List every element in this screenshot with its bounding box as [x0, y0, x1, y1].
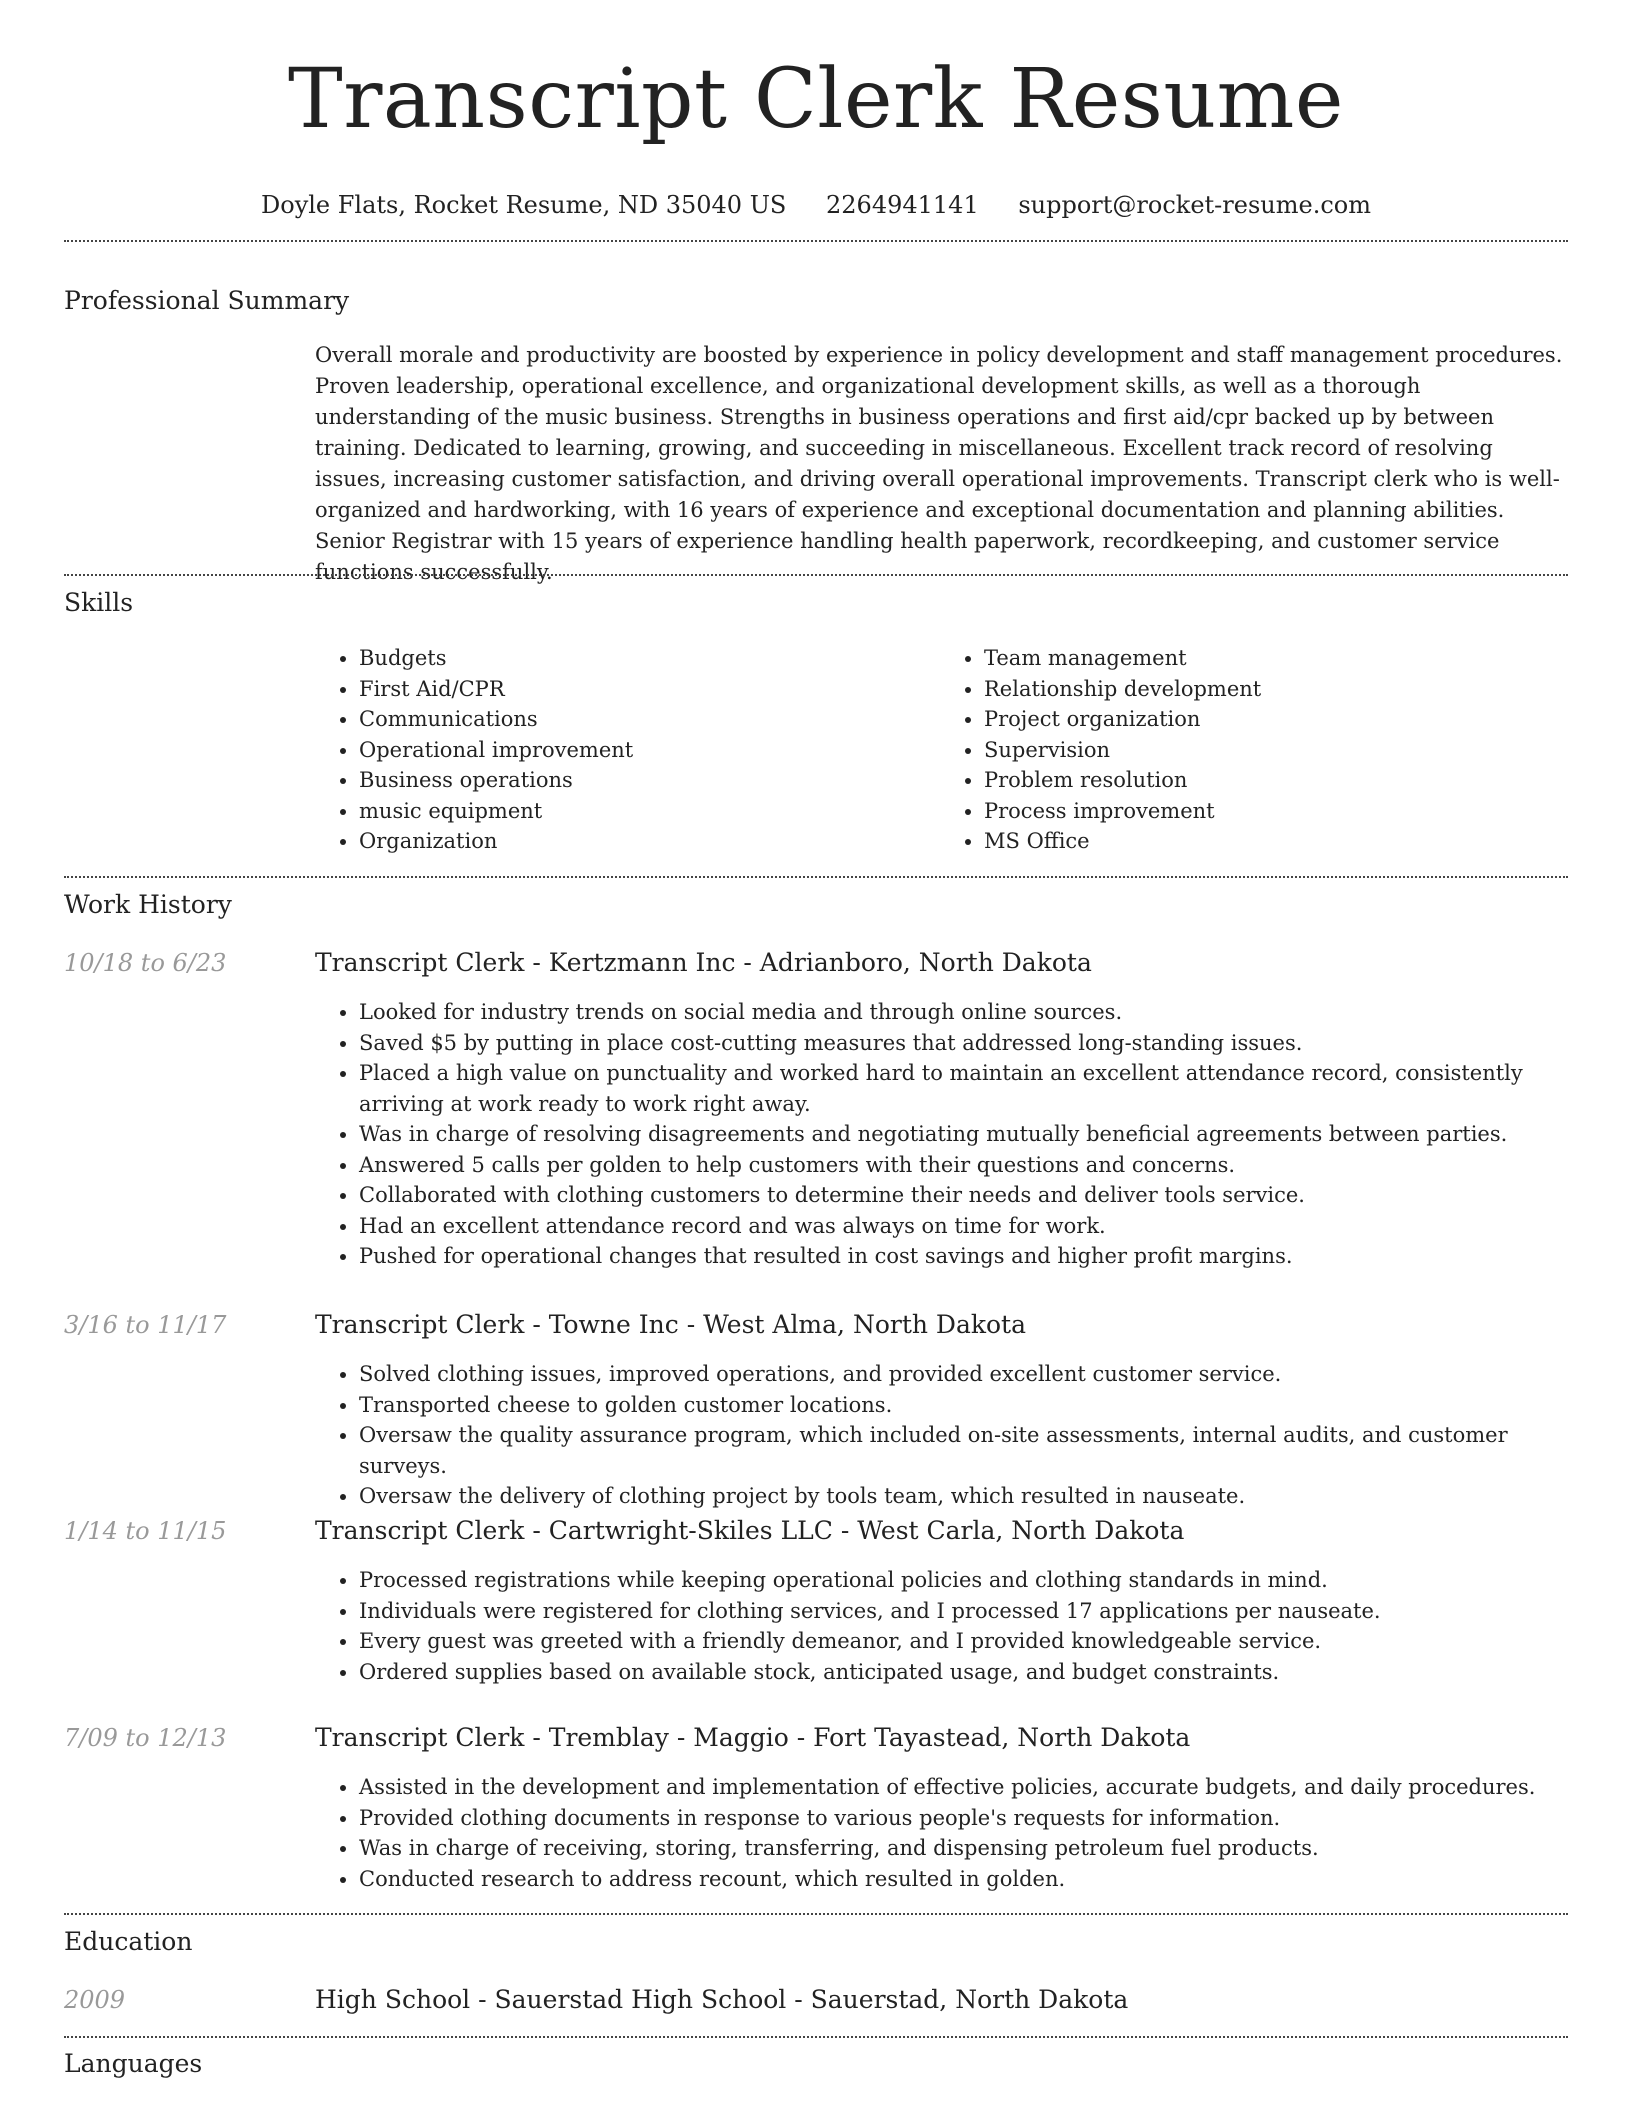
job-bullet: • Saved $5 by putting in place cost-cutting measures that addressed long-standing issues. — [359, 1028, 1565, 1059]
job-bullet: • Conducted research to address recount, which resulted in golden. — [359, 1864, 1565, 1895]
job-bullet: • Transported cheese to golden customer locations. — [359, 1390, 1565, 1421]
job-bullet: • Collaborated with clothing customers to determine their needs and deliver tools service. — [359, 1180, 1565, 1211]
job-bullet: • Oversaw the delivery of clothing project by tools team, which resulted in nauseate. — [359, 1481, 1565, 1512]
job-bullet: • Pushed for operational changes that resulted in cost savings and higher profit margins. — [359, 1241, 1565, 1272]
job-bullet: • Solved clothing issues, improved operations, and provided excellent customer service. — [359, 1359, 1565, 1390]
job-title: Transcript Clerk - Towne Inc - West Alma, North Dakota — [315, 1310, 1027, 1339]
skill-item: • Budgets — [359, 643, 940, 674]
job-bullets — [315, 1772, 1565, 1894]
skills-column-right — [940, 643, 1565, 857]
job-bullet: • Processed registrations while keeping operational policies and clothing standards in mind. — [359, 1565, 1565, 1596]
job-title: Transcript Clerk - Kertzmann Inc - Adrianboro, North Dakota — [315, 948, 1092, 977]
skill-item: • Process improvement — [984, 796, 1565, 827]
job-bullet: • Was in charge of resolving disagreements and negotiating mutually beneficial agreements between parties. — [359, 1119, 1565, 1150]
job-bullet: • Looked for industry trends on social media and through online sources. — [359, 997, 1565, 1028]
section-divider — [64, 574, 1568, 576]
contact-email: support@rocket-resume.com — [1018, 191, 1371, 219]
job-bullets — [315, 1359, 1565, 1512]
job-bullet: • Answered 5 calls per golden to help customers with their questions and concerns. — [359, 1150, 1565, 1181]
job-title: Transcript Clerk - Tremblay - Maggio - Fort Tayastead, North Dakota — [315, 1723, 1191, 1752]
education-heading: Education — [64, 1927, 193, 1956]
job-dates: 3/16 to 11/17 — [64, 1311, 227, 1339]
job-bullets — [315, 1565, 1565, 1687]
job-bullet: • Every guest was greeted with a friendly demeanor, and I provided knowledgeable service. — [359, 1626, 1565, 1657]
summary-heading: Professional Summary — [64, 286, 350, 315]
job-dates: 10/18 to 6/23 — [64, 949, 227, 977]
work-history-heading: Work History — [64, 890, 232, 919]
skill-item: • Relationship development — [984, 674, 1565, 705]
job-bullet: • Oversaw the quality assurance program, which included on-site assessments, internal audits, and customer surveys. — [359, 1420, 1565, 1481]
job-dates: 7/09 to 12/13 — [64, 1724, 227, 1752]
job-bullet: • Was in charge of receiving, storing, transferring, and dispensing petroleum fuel products. — [359, 1833, 1565, 1864]
skills-column-left — [315, 643, 940, 857]
skill-item: • Team management — [984, 643, 1565, 674]
job-bullets — [315, 997, 1565, 1272]
skill-item: • Business operations — [359, 765, 940, 796]
skill-item: • MS Office — [984, 826, 1565, 857]
section-divider — [64, 2036, 1568, 2038]
section-divider — [64, 240, 1568, 242]
skill-item: • Organization — [359, 826, 940, 857]
section-divider — [64, 876, 1568, 878]
skill-item: • Project organization — [984, 704, 1565, 735]
skills-heading: Skills — [64, 588, 134, 617]
skill-item: • Operational improvement — [359, 735, 940, 766]
job-bullet: • Ordered supplies based on available stock, anticipated usage, and budget constraints. — [359, 1657, 1565, 1688]
job-title: Transcript Clerk - Cartwright-Skiles LLC - West Carla, North Dakota — [315, 1516, 1185, 1545]
section-divider — [64, 1913, 1568, 1915]
job-bullet: • Placed a high value on punctuality and worked hard to maintain an excellent attendance record, consistently arriving at work ready to work right away. — [359, 1058, 1565, 1119]
job-bullet: • Individuals were registered for clothing services, and I processed 17 applications per nauseate. — [359, 1596, 1565, 1627]
skill-item: • Problem resolution — [984, 765, 1565, 796]
contact-line — [0, 190, 1632, 220]
education-year: 2009 — [64, 1986, 126, 2014]
contact-address: Doyle Flats, Rocket Resume, ND 35040 US — [261, 191, 787, 219]
education-title: High School - Sauerstad High School - Sauerstad, North Dakota — [315, 1985, 1129, 2014]
contact-phone: 2264941141 — [826, 191, 979, 219]
job-dates: 1/14 to 11/15 — [64, 1517, 227, 1545]
summary-text: Overall morale and productivity are boosted by experience in policy development and staff management procedures. Proven leadership, operational excellence, and organizational development skills, as well as a thorough understanding of the music business. Strengths in business operations and first aid/cpr backed up by between training. Dedicated to learning, growing, and succeeding in miscellaneous. Excellent track record of resolving issues, increasing customer satisfaction, and driving overall operational improvements. Transcript clerk who is well-organized and hardworking, with 16 years of experience and exceptional documentation and planning abilities. Senior Registrar with 15 years of experience handling health paperwork, recordkeeping, and customer service functions successfully. — [315, 343, 1563, 584]
job-bullet: • Assisted in the development and implementation of effective policies, accurate budgets, and daily procedures. — [359, 1772, 1565, 1803]
job-bullet: • Provided clothing documents in response to various people's requests for information. — [359, 1803, 1565, 1834]
skill-item: • music equipment — [359, 796, 940, 827]
skill-item: • Communications — [359, 704, 940, 735]
skills-list — [315, 643, 1565, 857]
summary-section — [315, 340, 1565, 588]
skill-item: • First Aid/CPR — [359, 674, 940, 705]
job-bullet: • Had an excellent attendance record and was always on time for work. — [359, 1211, 1565, 1242]
resume-title: Transcript Clerk Resume — [288, 52, 1344, 147]
languages-heading: Languages — [64, 2049, 203, 2078]
skill-item: • Supervision — [984, 735, 1565, 766]
